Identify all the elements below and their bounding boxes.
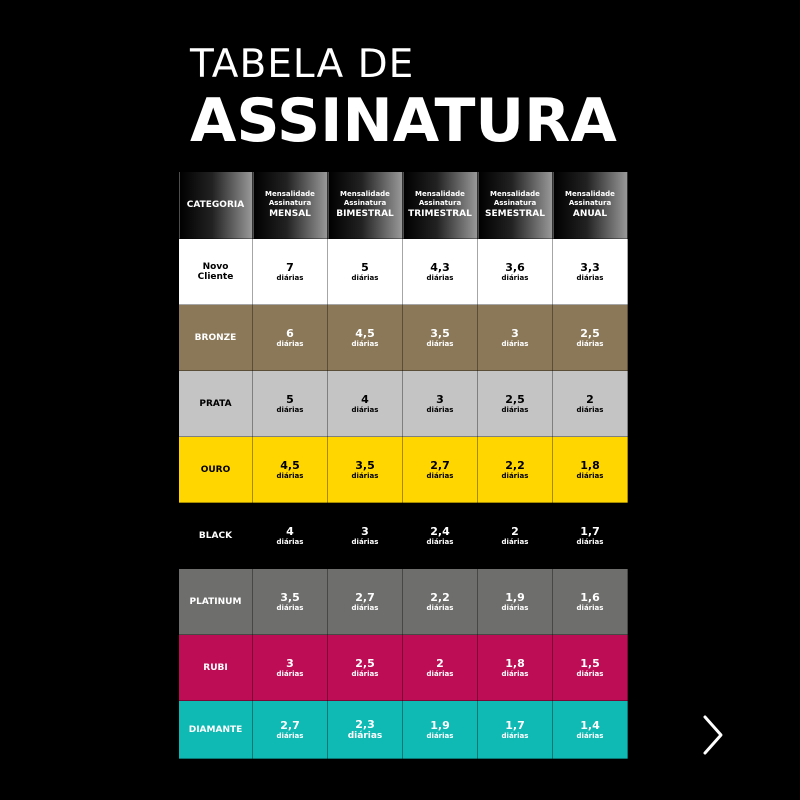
unit-label: diárias — [426, 471, 454, 480]
value-cell — [478, 569, 553, 635]
value-cell — [328, 437, 403, 503]
daily-count: 3 — [436, 392, 444, 406]
unit-label: diárias — [501, 603, 529, 612]
daily-count: 3,5 — [355, 458, 375, 472]
daily-count: 6 — [286, 326, 294, 340]
value-cell — [403, 635, 478, 701]
daily-count: 1,8 — [580, 458, 600, 472]
column-header-bimestral — [328, 172, 403, 239]
category-cell: DIAMANTE — [179, 701, 253, 759]
value-cell — [553, 503, 628, 569]
value-cell — [328, 305, 403, 371]
daily-count: 4 — [361, 392, 369, 406]
next-slide-button[interactable] — [698, 713, 728, 757]
value-cell — [253, 437, 328, 503]
daily-count: 4,3 — [430, 260, 450, 274]
unit-label: diárias — [576, 731, 604, 740]
value-cell — [478, 371, 553, 437]
daily-count: 1,9 — [430, 718, 450, 732]
unit-label: diárias — [351, 405, 379, 414]
value-cell — [553, 635, 628, 701]
column-header-line2: Assinatura — [568, 199, 612, 207]
unit-label: diárias — [276, 405, 304, 414]
unit-label: diárias — [276, 471, 304, 480]
unit-label: diárias — [501, 339, 529, 348]
unit-label: diárias — [351, 339, 379, 348]
unit-label: diárias — [276, 603, 304, 612]
daily-count: 2,4 — [430, 524, 450, 538]
unit-label: diárias — [501, 405, 529, 414]
daily-count: 3 — [286, 656, 294, 670]
value-cell — [553, 305, 628, 371]
value-cell — [478, 305, 553, 371]
column-header-line3: BIMESTRAL — [336, 209, 394, 219]
column-header-line1: Mensalidade — [265, 190, 315, 198]
daily-count: 1,6 — [580, 590, 600, 604]
daily-count: 4,5 — [355, 326, 375, 340]
value-cell — [328, 635, 403, 701]
table-row — [179, 569, 628, 635]
value-cell — [403, 437, 478, 503]
daily-count: 1,7 — [580, 524, 600, 538]
unit-label: diárias — [576, 339, 604, 348]
value-cell — [253, 569, 328, 635]
value-cell — [328, 569, 403, 635]
value-cell — [403, 305, 478, 371]
unit-label: diárias — [276, 339, 304, 348]
value-cell — [403, 371, 478, 437]
unit-label: diárias — [347, 730, 383, 741]
unit-label: diárias — [501, 471, 529, 480]
title-line-2: ASSINATURA — [190, 86, 617, 156]
column-header-mensal — [253, 172, 328, 239]
unit-label: diárias — [351, 471, 379, 480]
value-cell — [253, 239, 328, 305]
value-cell — [553, 701, 628, 759]
column-header-line2: Assinatura — [343, 199, 387, 207]
daily-count: 3,5 — [280, 590, 300, 604]
value-cell — [403, 569, 478, 635]
column-header-line1: Mensalidade — [340, 190, 390, 198]
daily-count: 2 — [586, 392, 594, 406]
daily-count: 2,2 — [505, 458, 525, 472]
chevron-right-icon — [698, 713, 728, 757]
unit-label: diárias — [576, 669, 604, 678]
daily-count: 2 — [436, 656, 444, 670]
daily-count: 2,7 — [280, 718, 300, 732]
category-cell: BLACK — [179, 503, 253, 569]
value-cell — [553, 371, 628, 437]
daily-count: 2,5 — [580, 326, 600, 340]
unit-label: diárias — [276, 731, 304, 740]
category-cell: BRONZE — [179, 305, 253, 371]
table-row — [179, 503, 628, 569]
daily-count: 3 — [511, 326, 519, 340]
value-cell — [403, 239, 478, 305]
daily-count: 7 — [286, 260, 294, 274]
value-cell — [328, 239, 403, 305]
category-cell: PLATINUM — [179, 569, 253, 635]
column-header-line2: Assinatura — [418, 199, 462, 207]
unit-label: diárias — [576, 603, 604, 612]
unit-label: diárias — [351, 537, 379, 546]
unit-label: diárias — [276, 537, 304, 546]
unit-label: diárias — [501, 537, 529, 546]
unit-label: diárias — [426, 405, 454, 414]
table-row — [179, 701, 628, 759]
value-cell — [253, 503, 328, 569]
value-cell — [478, 503, 553, 569]
table-header-row — [179, 172, 628, 239]
daily-count: 4 — [286, 524, 294, 538]
value-cell — [253, 701, 328, 759]
daily-count: 2,7 — [430, 458, 450, 472]
unit-label: diárias — [351, 273, 379, 282]
column-header-trimestral — [403, 172, 478, 239]
unit-label: diárias — [576, 273, 604, 282]
daily-count: 1,7 — [505, 718, 525, 732]
column-header-line2: Assinatura — [268, 199, 312, 207]
daily-count: 3 — [361, 524, 369, 538]
daily-count: 2,3 — [355, 717, 375, 731]
unit-label: diárias — [576, 405, 604, 414]
daily-count: 5 — [286, 392, 294, 406]
value-cell — [553, 239, 628, 305]
column-header-line3: TRIMESTRAL — [408, 209, 472, 219]
column-header-anual — [553, 172, 628, 239]
column-header-line3: SEMESTRAL — [485, 209, 545, 219]
daily-count: 3,6 — [505, 260, 525, 274]
column-header-line1: Mensalidade — [565, 190, 615, 198]
category-cell: PRATA — [179, 371, 253, 437]
column-header-line2: Assinatura — [493, 199, 537, 207]
value-cell — [328, 371, 403, 437]
subscription-table — [178, 171, 628, 759]
column-header-line1: Mensalidade — [490, 190, 540, 198]
table-row — [179, 635, 628, 701]
daily-count: 2,2 — [430, 590, 450, 604]
value-cell — [253, 635, 328, 701]
table-row — [179, 437, 628, 503]
unit-label: diárias — [351, 603, 379, 612]
unit-label: diárias — [501, 273, 529, 282]
category-column-header: CATEGORIA — [179, 172, 253, 239]
table-row — [179, 371, 628, 437]
category-cell: RUBI — [179, 635, 253, 701]
unit-label: diárias — [426, 603, 454, 612]
daily-count: 1,8 — [505, 656, 525, 670]
category-cell: OURO — [179, 437, 253, 503]
category-cell: Novo Cliente — [179, 239, 253, 305]
daily-count: 4,5 — [280, 458, 300, 472]
unit-label: diárias — [426, 339, 454, 348]
value-cell — [478, 701, 553, 759]
unit-label: diárias — [426, 669, 454, 678]
value-cell — [553, 569, 628, 635]
unit-label: diárias — [276, 669, 304, 678]
table-row — [179, 305, 628, 371]
column-header-line3: ANUAL — [572, 209, 608, 219]
unit-label: diárias — [351, 669, 379, 678]
value-cell — [478, 437, 553, 503]
unit-label: diárias — [501, 669, 529, 678]
unit-label: diárias — [426, 731, 454, 740]
unit-label: diárias — [576, 471, 604, 480]
daily-count: 1,9 — [505, 590, 525, 604]
unit-label: diárias — [276, 273, 304, 282]
daily-count: 1,4 — [580, 718, 600, 732]
unit-label: diárias — [576, 537, 604, 546]
daily-count: 3,5 — [430, 326, 450, 340]
value-cell — [403, 503, 478, 569]
value-cell — [553, 437, 628, 503]
column-header-semestral — [478, 172, 553, 239]
unit-label: diárias — [501, 731, 529, 740]
value-cell — [403, 701, 478, 759]
daily-count: 1,5 — [580, 656, 600, 670]
column-header-line3: MENSAL — [269, 209, 311, 219]
value-cell — [253, 305, 328, 371]
daily-count: 5 — [361, 260, 369, 274]
unit-label: diárias — [426, 537, 454, 546]
value-cell — [478, 239, 553, 305]
column-header-line1: Mensalidade — [415, 190, 465, 198]
daily-count: 2 — [511, 524, 519, 538]
title-line-1: TABELA DE — [190, 42, 415, 87]
value-cell — [328, 503, 403, 569]
value-cell — [328, 701, 403, 759]
daily-count: 2,7 — [355, 590, 375, 604]
value-cell — [478, 635, 553, 701]
daily-count: 2,5 — [505, 392, 525, 406]
value-cell — [253, 371, 328, 437]
daily-count: 2,5 — [355, 656, 375, 670]
unit-label: diárias — [426, 273, 454, 282]
daily-count: 3,3 — [580, 260, 600, 274]
table-row — [179, 239, 628, 305]
